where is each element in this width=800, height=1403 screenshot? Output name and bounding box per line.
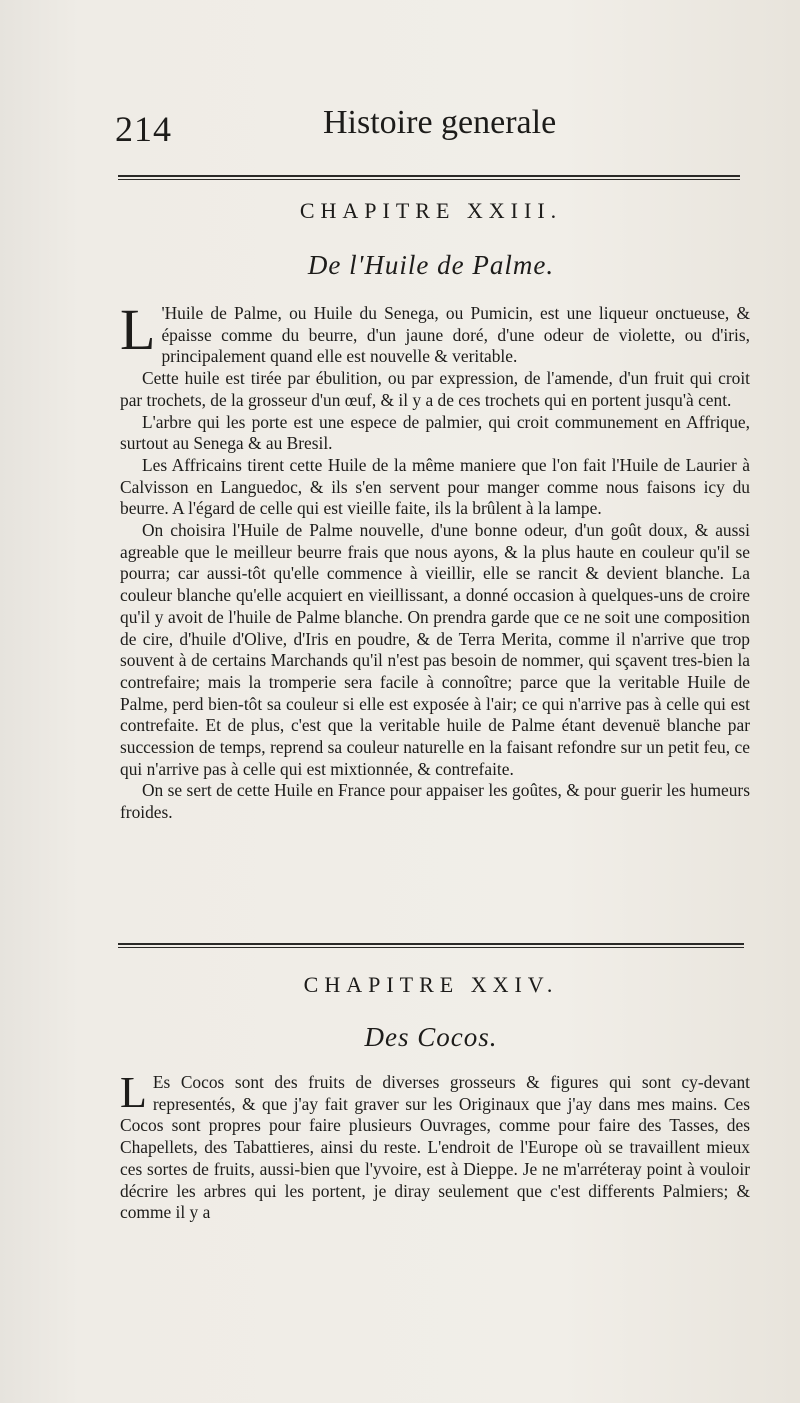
page-number: 214 <box>115 109 172 149</box>
chapter-heading: CHAPITRE XXIII. <box>299 198 563 223</box>
chapter-title: De l'Huile de Palme. <box>307 250 555 280</box>
paragraph: Les Affricains tirent cette Huile de la même maniere que l'on fait l'Huile de Laurier à Calvisson en Languedoc, & ils s'en servent pour manger comme nous faisons icy du beurre. A l'égard de celle qui est vieille faite, ils la brûlent à la lampe. <box>120 454 750 519</box>
paragraph: L'arbre qui les porte est une espece de palmier, qui croit communement en Affrique, surtout au Senega & au Bresil. <box>120 411 750 454</box>
drop-cap: L <box>120 297 156 362</box>
drop-cap: L <box>120 1068 147 1117</box>
page-header <box>115 100 755 160</box>
paragraph: Cette huile est tirée par ébulition, ou par expression, de l'amende, d'un fruit qui croit par trochets, de la grosseur d'un œuf, & il y a de ces trochets qui en portent jusqu'à cent. <box>120 368 750 410</box>
header-rule <box>118 175 740 180</box>
paragraph: On se sert de cette Huile en France pour appaiser les goûtes, & pour guerir les humeurs froides. <box>120 780 750 823</box>
paragraph-text: Es Cocos sont des fruits de diverses grosseurs & figures qui sont cy-devant representés, & que j'ay fait graver sur les Originaux que j'ay dans mes mains. Ces Cocos sont propres pour faire plusieurs Ouvrages, comme pour faire des Tasses, des Chapellets, des Tabattieres, ainsi du reste. L'endroit de l'Europe où se travaillent mieux ces sortes de fruits, aussi-bien que l'yvoire, est à Dieppe. Je ne m'arréteray point à vouloir décrire les arbres qui les portent, je diray seulement que c'est differents Palmiers; & comme il y a <box>120 1072 750 1223</box>
chapter-title: Des Cocos. <box>364 1022 498 1052</box>
paragraph: On choisira l'Huile de Palme nouvelle, d'une bonne odeur, d'un goût doux, & aussi agreable que le meilleur beurre frais que nous ayons, & la plus haute en couleur qu'il se pourra; car aussi-tôt qu'elle commence à vieillir, elle se rancit & devient blanche. La couleur blanche qu'elle acquiert en vieillissant, a donné occasion à quelques-uns de croire qu'il y avoit de l'huile de Palme blanche. On prendra garde que ce ne soit une composition de cire, d'huile d'Olive, d'Iris en poudre, & de Terra Merita, comme il n'arrive que trop souvent à de certains Marchands qu'il n'est pas besoin de nommer, qui sçavent tres-bien la contrefaire; mais la tromperie sera facile à connoître; parce que la veritable Huile de Palme, perd bien-tôt sa couleur si elle est exposée à l'air; ce qui n'arrive pas à celle qui est contrefaite. Et de plus, c'est que la veritable huile de Palme étant devenuë blanche par succession de temps, reprend sa couleur naturelle en la faisant refondre sur un petit feu, ce qui n'arrive pas à celle qui est mixtionnée, & contrefaite. <box>120 520 750 779</box>
first-paragraph <box>120 1068 750 1224</box>
paragraph-text: 'Huile de Palme, ou Huile du Senega, ou Pumicin, est une liqueur onctueuse, & épaisse comme du beurre, d'un jaune doré, d'une odeur de violette, ou d'iris, principalement quand elle est nouvelle & veritable. <box>161 303 750 367</box>
running-title: Histoire generale <box>323 104 557 141</box>
chapter-body <box>120 297 750 824</box>
chapter-heading: CHAPITRE XXIV. <box>303 972 559 997</box>
first-paragraph <box>120 297 750 368</box>
chapter-divider-rule <box>118 943 744 948</box>
chapter-body <box>120 1068 750 1224</box>
